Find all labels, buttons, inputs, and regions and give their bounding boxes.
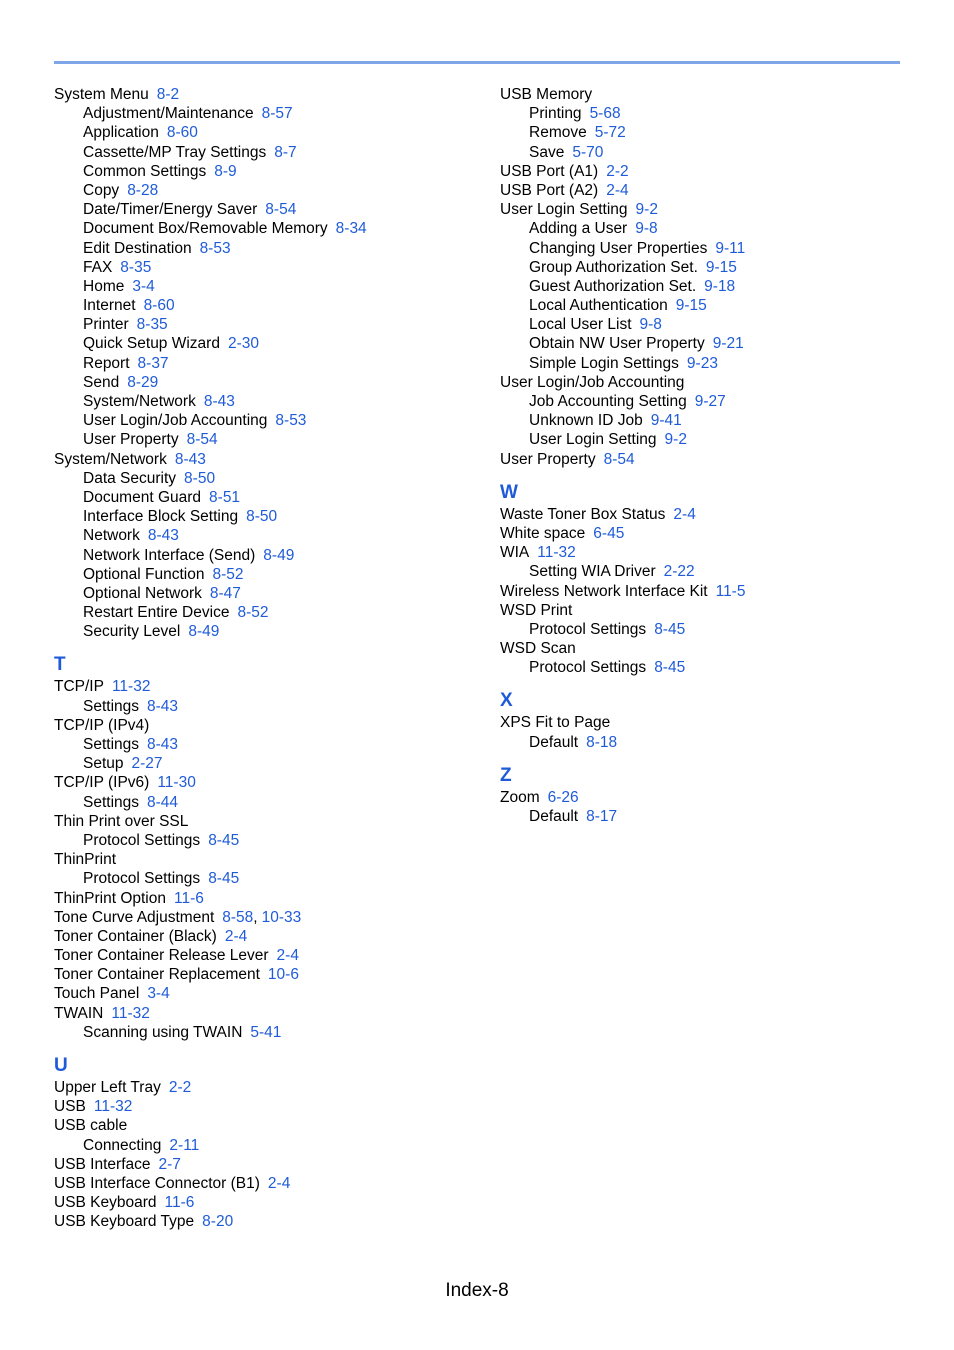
index-subentry bbox=[54, 373, 474, 392]
index-term: USB Interface bbox=[54, 1155, 151, 1173]
index-term: User Property bbox=[83, 431, 179, 449]
index-subentry bbox=[54, 258, 474, 277]
index-entry bbox=[54, 1004, 474, 1023]
index-entry bbox=[54, 1116, 474, 1135]
index-term: Protocol Settings bbox=[529, 620, 647, 638]
index-term: TCP/IP (IPv4) bbox=[54, 716, 150, 734]
index-term: TCP/IP (IPv6) bbox=[54, 774, 150, 792]
page-ref-link[interactable]: 5-41 bbox=[250, 1023, 282, 1041]
index-term: Toner Container Replacement bbox=[54, 966, 260, 984]
index-column-right bbox=[500, 85, 920, 826]
index-entry bbox=[54, 1097, 474, 1116]
page-ref-link[interactable]: 8-43 bbox=[147, 697, 179, 715]
index-subentry bbox=[500, 807, 920, 826]
page-ref-link[interactable]: 2-4 bbox=[224, 927, 248, 945]
index-subentry bbox=[500, 219, 920, 238]
index-entry bbox=[54, 889, 474, 908]
index-term: Copy bbox=[83, 181, 120, 199]
index-entry bbox=[500, 543, 920, 562]
index-term: Edit Destination bbox=[83, 239, 192, 257]
page-ref-link[interactable]: 8-45 bbox=[654, 620, 686, 638]
index-subentry bbox=[54, 603, 474, 622]
index-term: Document Guard bbox=[83, 488, 202, 506]
index-entry bbox=[500, 788, 920, 807]
page-ref-link[interactable]: 2-4 bbox=[276, 947, 299, 965]
index-term: Quick Setup Wizard bbox=[83, 335, 220, 353]
index-entry bbox=[500, 524, 920, 543]
index-term: USB Interface Connector (B1) bbox=[54, 1174, 260, 1192]
index-term: System Menu bbox=[54, 86, 149, 103]
page-ref-link[interactable]: 2-22 bbox=[663, 563, 695, 581]
section-letter: T bbox=[54, 654, 66, 676]
index-term: Local Authentication bbox=[529, 297, 668, 315]
index-entry bbox=[500, 373, 920, 392]
index-subentry bbox=[500, 658, 920, 677]
index-term: Report bbox=[83, 354, 130, 372]
index-term: Optional Network bbox=[83, 584, 202, 602]
header-rule bbox=[54, 61, 900, 64]
index-term: Protocol Settings bbox=[83, 870, 201, 888]
index-entry bbox=[500, 713, 920, 732]
index-term: Touch Panel bbox=[54, 985, 140, 1003]
index-subentry bbox=[500, 315, 920, 334]
page-ref-link[interactable]: 2-4 bbox=[267, 1174, 291, 1192]
index-term: Remove bbox=[529, 124, 587, 142]
index-term: Date/Timer/Energy Saver bbox=[83, 201, 258, 219]
page-number: Index-8 bbox=[445, 1280, 509, 1301]
page-ref-link[interactable]: 8-60 bbox=[143, 297, 175, 315]
page-ref-link[interactable]: 8-2 bbox=[156, 86, 180, 103]
index-term: Local User List bbox=[529, 316, 632, 334]
index-term: Setting WIA Driver bbox=[529, 563, 656, 581]
index-entry bbox=[500, 200, 920, 219]
page-ref-link[interactable]: 8-43 bbox=[147, 736, 179, 753]
page-ref-link[interactable]: 9-15 bbox=[675, 297, 707, 315]
index-term: User Login Setting bbox=[529, 431, 657, 449]
index-subentry bbox=[54, 584, 474, 603]
page-ref-link[interactable]: 5-68 bbox=[589, 105, 621, 123]
index-subentry bbox=[54, 697, 474, 716]
index-term: User Login Setting bbox=[500, 201, 628, 219]
index-subentry bbox=[54, 143, 474, 162]
index-term: Protocol Settings bbox=[83, 831, 201, 849]
section-letter: U bbox=[54, 1055, 68, 1076]
index-subentry bbox=[54, 488, 474, 507]
page-ref-link[interactable]: 8-53 bbox=[199, 239, 231, 257]
index-subentry bbox=[54, 239, 474, 258]
index-entry bbox=[500, 450, 920, 469]
index-subentry bbox=[54, 526, 474, 545]
page-ref-link[interactable]: 11-32 bbox=[111, 678, 151, 696]
index-entry bbox=[500, 582, 920, 601]
index-term: Wireless Network Interface Kit bbox=[500, 582, 708, 600]
page-ref-link[interactable]: 2-11 bbox=[169, 1136, 200, 1154]
index-term: USB cable bbox=[54, 1117, 128, 1135]
page-ref-link[interactable]: 3-4 bbox=[147, 985, 170, 1003]
index-subentry bbox=[54, 162, 474, 181]
index-entry bbox=[54, 812, 474, 831]
index-subentry bbox=[500, 411, 920, 430]
page-ref-link[interactable]: 8-50 bbox=[246, 508, 278, 526]
index-subentry bbox=[500, 334, 920, 353]
index-term: Toner Container (Black) bbox=[54, 927, 217, 945]
index-entry bbox=[54, 677, 474, 696]
page-ref-link[interactable]: 9-27 bbox=[694, 393, 726, 410]
section-letter: X bbox=[500, 690, 513, 712]
index-subentry bbox=[54, 315, 474, 334]
index-subentry bbox=[54, 622, 474, 641]
index-term: Printer bbox=[83, 316, 129, 334]
page-ref-link[interactable]: 11-6 bbox=[164, 1194, 195, 1212]
page-ref-link[interactable]: 8-54 bbox=[603, 450, 635, 468]
index-term: Home bbox=[83, 277, 125, 295]
index-term: USB Port (A1) bbox=[500, 162, 599, 180]
page-ref-link[interactable]: 11-5 bbox=[715, 582, 746, 600]
index-subentry bbox=[54, 430, 474, 449]
index-term: Default bbox=[529, 733, 579, 751]
index-term: Cassette/MP Tray Settings bbox=[83, 143, 267, 161]
page-ref-link[interactable]: 8-47 bbox=[209, 584, 241, 602]
index-entry bbox=[500, 162, 920, 181]
index-term: Optional Function bbox=[83, 565, 205, 583]
index-term: ThinPrint bbox=[54, 851, 117, 869]
index-term: ThinPrint Option bbox=[54, 889, 166, 907]
page-ref-link[interactable]: 9-41 bbox=[650, 412, 682, 430]
index-subentry bbox=[54, 181, 474, 200]
page-ref-link[interactable]: 8-7 bbox=[274, 143, 297, 161]
index-subentry bbox=[54, 123, 474, 142]
page-ref-link[interactable]: 8-45 bbox=[654, 659, 686, 677]
index-term: XPS Fit to Page bbox=[500, 714, 611, 732]
index-term: Obtain NW User Property bbox=[529, 335, 705, 353]
index-subentry bbox=[54, 392, 474, 411]
index-term: Application bbox=[83, 124, 159, 142]
page-ref-link[interactable]: 2-4 bbox=[673, 505, 696, 523]
index-subentry bbox=[54, 869, 474, 888]
index-term: FAX bbox=[83, 258, 113, 276]
index-subentry bbox=[54, 277, 474, 296]
index-entry bbox=[54, 1212, 474, 1231]
index-entry bbox=[54, 1155, 474, 1174]
index-subentry bbox=[500, 296, 920, 315]
index-subentry bbox=[54, 1136, 474, 1155]
index-term: System/Network bbox=[54, 450, 167, 468]
page-ref-link[interactable]: 8-45 bbox=[208, 870, 240, 888]
page-ref-link[interactable]: 10-33 bbox=[261, 908, 302, 926]
index-entry bbox=[54, 908, 474, 927]
index-term: Group Authorization Set. bbox=[529, 258, 698, 276]
index-entry bbox=[54, 85, 474, 104]
page-ref-link[interactable]: 11-6 bbox=[174, 889, 204, 907]
page-ref-link[interactable]: 8-54 bbox=[186, 431, 218, 449]
index-subentry bbox=[500, 239, 920, 258]
page-ref-link[interactable]: 8-37 bbox=[137, 354, 169, 372]
page-ref-link[interactable]: 8-52 bbox=[212, 565, 244, 583]
index-entry bbox=[54, 850, 474, 869]
index-term: WIA bbox=[500, 544, 530, 562]
page-ref-link[interactable]: 10-6 bbox=[267, 966, 299, 984]
page-ref-link[interactable]: 8-28 bbox=[127, 181, 159, 199]
index-term: Waste Toner Box Status bbox=[500, 505, 666, 523]
index-term: USB Keyboard Type bbox=[54, 1213, 195, 1231]
index-entry bbox=[500, 181, 920, 200]
page-ref-link[interactable]: 8-53 bbox=[275, 412, 307, 430]
page-ref-link[interactable]: 8-54 bbox=[265, 201, 297, 219]
index-subentry bbox=[500, 354, 920, 373]
page-ref-link[interactable]: 8-9 bbox=[214, 162, 237, 180]
page-ref-link[interactable]: 2-4 bbox=[606, 181, 629, 199]
index-term: Security Level bbox=[83, 623, 181, 641]
page-ref-link[interactable]: 11-32 bbox=[537, 544, 576, 562]
page-ref-link[interactable]: 8-43 bbox=[174, 450, 206, 468]
index-term: Common Settings bbox=[83, 162, 207, 180]
index-term: WSD Print bbox=[500, 601, 573, 619]
index-term: Settings bbox=[83, 697, 140, 715]
index-term: Network bbox=[83, 527, 140, 545]
index-subentry bbox=[500, 104, 920, 123]
page-ref-link[interactable]: 8-18 bbox=[586, 733, 618, 751]
index-term: USB Keyboard bbox=[54, 1194, 157, 1212]
index-term: Adjustment/Maintenance bbox=[83, 105, 254, 123]
index-term: Connecting bbox=[83, 1136, 162, 1154]
index-subentry bbox=[54, 1023, 474, 1042]
page-ref-link[interactable]: 9-2 bbox=[635, 201, 658, 219]
page-ref-link[interactable]: 8-60 bbox=[166, 124, 198, 142]
page-ref-link[interactable]: 8-34 bbox=[335, 220, 367, 238]
index-entry bbox=[54, 773, 474, 792]
index-term: USB bbox=[54, 1098, 86, 1116]
index-subentry bbox=[54, 200, 474, 219]
page-ref-link[interactable]: 5-70 bbox=[572, 143, 604, 161]
index-term: Network Interface (Send) bbox=[83, 546, 256, 564]
index-entry bbox=[54, 965, 474, 984]
index-subentry bbox=[54, 296, 474, 315]
index-entry bbox=[54, 716, 474, 735]
index-term: Tone Curve Adjustment bbox=[54, 908, 215, 926]
index-term: TWAIN bbox=[54, 1004, 104, 1022]
page-ref-link[interactable]: 11-32 bbox=[111, 1004, 150, 1022]
index-subentry bbox=[54, 793, 474, 812]
ref-separator: , bbox=[253, 908, 258, 926]
page-ref-link[interactable]: 6-45 bbox=[593, 524, 625, 542]
page-ref-link[interactable]: 9-8 bbox=[635, 220, 658, 238]
index-entry bbox=[54, 984, 474, 1003]
index-term: Upper Left Tray bbox=[54, 1079, 161, 1096]
page-ref-link[interactable]: 8-17 bbox=[586, 808, 618, 825]
index-term: Interface Block Setting bbox=[83, 508, 239, 526]
index-subentry bbox=[54, 354, 474, 373]
page-ref-link[interactable]: 9-11 bbox=[715, 239, 746, 257]
index-subentry bbox=[500, 733, 920, 752]
page-ref-link[interactable]: 2-2 bbox=[168, 1079, 192, 1096]
page-ref-link[interactable]: 8-44 bbox=[147, 793, 179, 811]
index-subentry bbox=[54, 831, 474, 850]
page-ref-link[interactable]: 11-30 bbox=[157, 774, 196, 792]
index-term: Scanning using TWAIN bbox=[83, 1023, 243, 1041]
page-ref-link[interactable]: 5-72 bbox=[594, 124, 626, 142]
page-ref-link[interactable]: 2-30 bbox=[227, 335, 259, 353]
page-ref-link[interactable]: 9-23 bbox=[686, 354, 718, 372]
index-subentry bbox=[500, 277, 920, 296]
page-ref-link[interactable]: 2-7 bbox=[158, 1155, 181, 1173]
page-ref-link[interactable]: 8-52 bbox=[237, 604, 269, 622]
index-subentry bbox=[54, 507, 474, 526]
page-ref-link[interactable]: 8-43 bbox=[203, 393, 235, 410]
page-ref-link[interactable]: 8-20 bbox=[202, 1213, 234, 1231]
page-ref-link[interactable]: 9-2 bbox=[664, 431, 687, 449]
index-term: Settings bbox=[83, 736, 140, 753]
index-term: Adding a User bbox=[529, 220, 628, 238]
index-subentry bbox=[54, 219, 474, 238]
index-subentry bbox=[54, 104, 474, 123]
index-term: User Login/Job Accounting bbox=[83, 412, 268, 430]
index-term: Job Accounting Setting bbox=[529, 393, 687, 410]
index-term: Settings bbox=[83, 793, 140, 811]
page-ref-link[interactable]: 8-35 bbox=[120, 258, 152, 276]
index-term: Guest Authorization Set. bbox=[529, 277, 697, 295]
index-entry bbox=[54, 450, 474, 469]
index-entry bbox=[54, 1193, 474, 1212]
index-term: Default bbox=[529, 808, 579, 825]
index-entry bbox=[500, 601, 920, 620]
page-ref-link[interactable]: 8-58 bbox=[222, 908, 254, 926]
index-subentry bbox=[500, 562, 920, 581]
page-ref-link[interactable]: 8-57 bbox=[261, 105, 293, 123]
page-ref-link[interactable]: 8-51 bbox=[209, 488, 241, 506]
index-term: USB Memory bbox=[500, 86, 593, 103]
index-term: WSD Scan bbox=[500, 640, 576, 658]
page-ref-link[interactable]: 11-32 bbox=[93, 1098, 133, 1116]
index-term: Changing User Properties bbox=[529, 239, 708, 257]
index-term: User Login/Job Accounting bbox=[500, 373, 685, 391]
index-term: White space bbox=[500, 524, 586, 542]
page-ref-link[interactable]: 8-49 bbox=[263, 546, 295, 564]
section-letter: W bbox=[500, 481, 518, 503]
index-subentry bbox=[500, 143, 920, 162]
page-ref-link[interactable]: 8-49 bbox=[188, 623, 220, 641]
index-term: USB Port (A2) bbox=[500, 181, 599, 199]
page-ref-link[interactable]: 9-8 bbox=[639, 316, 662, 334]
page-ref-link[interactable]: 2-27 bbox=[131, 755, 163, 773]
index-entry bbox=[54, 946, 474, 965]
index-term: User Property bbox=[500, 450, 596, 468]
index-subentry bbox=[54, 565, 474, 584]
index-subentry bbox=[54, 411, 474, 430]
page-ref-link[interactable]: 8-45 bbox=[208, 831, 240, 849]
index-entry bbox=[500, 639, 920, 658]
page-ref-link[interactable]: 9-21 bbox=[712, 335, 744, 353]
index-term: Unknown ID Job bbox=[529, 412, 643, 430]
index-entry bbox=[500, 505, 920, 524]
page-ref-link[interactable]: 8-35 bbox=[136, 316, 168, 334]
index-term: Save bbox=[529, 143, 565, 161]
index-term: Thin Print over SSL bbox=[54, 812, 189, 830]
page-ref-link[interactable]: 6-26 bbox=[547, 788, 579, 806]
index-term: Protocol Settings bbox=[529, 659, 647, 677]
index-term: Data Security bbox=[83, 469, 177, 487]
index-term: Restart Entire Device bbox=[83, 604, 230, 622]
index-subentry bbox=[500, 258, 920, 277]
index-entry bbox=[54, 1078, 474, 1097]
page-ref-link[interactable]: 9-15 bbox=[705, 258, 737, 276]
index-term: System/Network bbox=[83, 393, 196, 410]
index-subentry bbox=[500, 430, 920, 449]
index-column-left bbox=[54, 85, 474, 1232]
index-term: Internet bbox=[83, 297, 136, 315]
page-ref-link[interactable]: 8-50 bbox=[184, 469, 216, 487]
index-subentry bbox=[500, 123, 920, 142]
index-subentry bbox=[54, 546, 474, 565]
index-term: Toner Container Release Lever bbox=[54, 947, 269, 965]
index-subentry bbox=[500, 620, 920, 639]
page-ref-link[interactable]: 9-18 bbox=[704, 277, 736, 295]
page-ref-link[interactable]: 8-29 bbox=[127, 373, 159, 391]
page-ref-link[interactable]: 3-4 bbox=[132, 277, 155, 295]
index-entry bbox=[54, 1174, 474, 1193]
page-ref-link[interactable]: 2-2 bbox=[606, 162, 629, 180]
index-term: Printing bbox=[529, 105, 582, 123]
section-letter: Z bbox=[500, 764, 512, 786]
index-subentry bbox=[54, 469, 474, 488]
page-ref-link[interactable]: 8-43 bbox=[147, 527, 179, 545]
index-term: Send bbox=[83, 373, 120, 391]
index-term: Setup bbox=[83, 755, 124, 773]
index-entry bbox=[54, 927, 474, 946]
index-subentry bbox=[54, 735, 474, 754]
index-subentry bbox=[500, 392, 920, 411]
index-subentry bbox=[54, 334, 474, 353]
index-entry bbox=[500, 85, 920, 104]
index-term: Document Box/Removable Memory bbox=[83, 220, 328, 238]
index-term: TCP/IP bbox=[54, 678, 104, 696]
index-term: Zoom bbox=[500, 788, 540, 806]
index-subentry bbox=[54, 754, 474, 773]
index-term: Simple Login Settings bbox=[529, 354, 679, 372]
